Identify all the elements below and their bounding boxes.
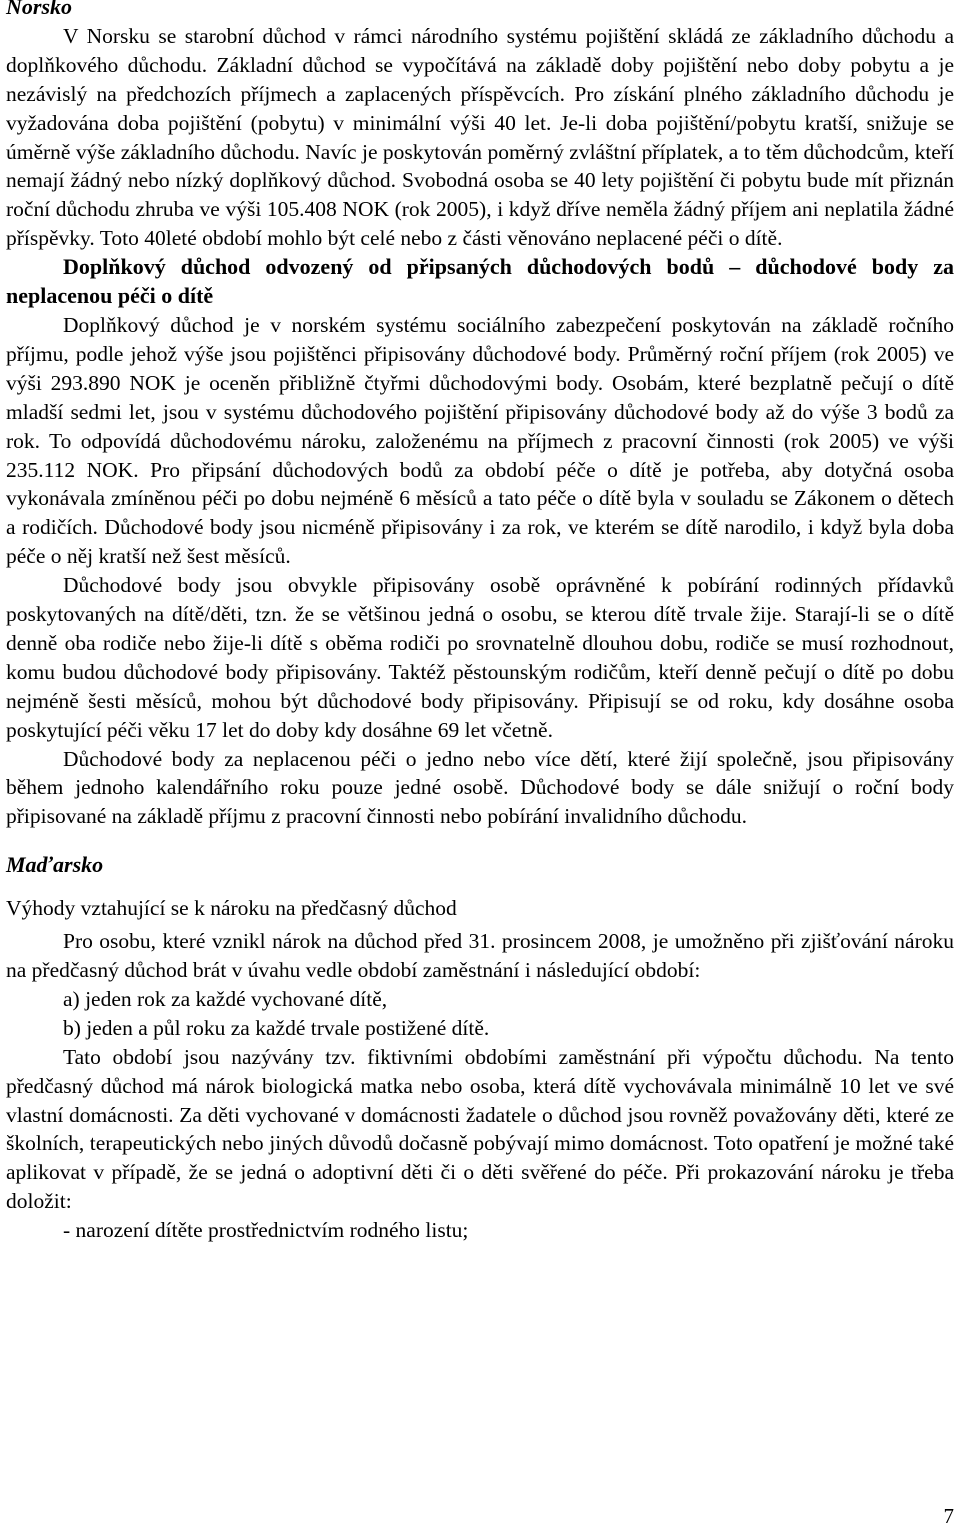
hungary-subheading: Výhody vztahující se k nároku na předčasný důchod xyxy=(6,896,457,921)
section-heading-hungary: Maďarsko xyxy=(6,852,104,878)
hungary-paragraph-1: Pro osobu, které vznikl nárok na důchod před 31. prosincem 2008, je umožněno při zjišťování nároku na předčasný důchod brát v úvahu vedle období zaměstnání i následující období: xyxy=(6,929,954,982)
section-heading-norway: Norsko xyxy=(6,0,73,19)
list-item: b) jeden a půl roku za každé trvale postižené dítě. xyxy=(63,1015,490,1040)
list-item: a) jeden rok za každé vychované dítě, xyxy=(63,986,388,1011)
norway-paragraph-2: Doplňkový důchod je v norském systému sociálního zabezpečení poskytován na základě ročního příjmu, podle jehož výše jsou pojištěnci připisovány důchodové body. Průměrný roční příjem (rok 2005) ve výši 293.890 NOK je oceněn přibližně čtyřmi důchodovými body. Osobám, které bezplatně pečují o dítě mladší sedmi let, jsou v systému důchodového pojištění připisovány důchodové body až do výše 3 bodů za rok. To odpovídá důchodovému nároku, založenému na příjmech z pracovní činnosti (rok 2005) ve výši 235.112 NOK. Pro připsání důchodových bodů za období péče o dítě je potřeba, aby dotyčná osoba vykonávala zmíněnou péči po dobu nejméně 6 měsíců a tato péče o dítě byla v souladu se Zákonem o dětech a rodičích. Důchodové body jsou nicméně připisovány i za rok, ve kterém se dítě narodilo, i když byla doba péče o něj kratší než šest měsíců. xyxy=(6,312,954,569)
hungary-paragraph-3: - narození dítěte prostřednictvím rodného listu; xyxy=(63,1218,469,1243)
page-number: 7 xyxy=(943,1504,954,1528)
norway-paragraph-3: Důchodové body jsou obvykle připisovány osobě oprávněné k pobírání rodinných přídavků poskytovaných na dítě/děti, tzn. že se většinou jedná o osobu, se kterou dítě trvale žije. Starají-li se o dítě denně oba rodiče nebo žije-li dítě s oběma rodiči po srovnatelně dlouhou dobu, rodiče se musí rozhodnout, komu budou důchodové body připisovány. Taktéž pěstounským rodičům, kteří denně pečují o dítě po dobu nejméně šesti měsíců, mohou být důchodové body připisovány. Připisují se od roku, kdy dosáhne osoba poskytující péči věku 17 let do doby kdy dosáhne 69 let včetně. xyxy=(6,573,954,742)
norway-subheading: Doplňkový důchod odvozený od připsaných důchodových bodů – důchodové body za neplacenou péči o dítě xyxy=(6,254,954,309)
norway-paragraph-1: V Norsku se starobní důchod v rámci národního systému pojištění skládá ze základního důchodu a doplňkového důchodu. Základní důchod se vypočítává na základě doby pojištění nebo doby pobytu a je nezávislý na předchozích příjmech a zaplacených příspěvcích. Pro získání plného základního důchodu je vyžadována doba pojištění (pobytu) v minimální výši 40 let. Je-li doba pojištění/pobytu kratší, snižuje se úměrně výše základního důchodu. Navíc je poskytován poměrný zvláštní příplatek, a to těm důchodcům, kteří nemají žádný nebo nízký doplňkový důchod. Svobodná osoba se 40 lety pojištění či pobytu bude mít přiznán roční důchodu zhruba ve výši 105.408 NOK (rok 2005), i když dříve neměla žádný příjem ani neplatila žádné příspěvky. Toto 40leté období mohlo být celé nebo z části věnováno neplacené péči o dítě. xyxy=(6,23,954,251)
hungary-paragraph-2: Tato období jsou nazývány tzv. fiktivními obdobími zaměstnání při výpočtu důchodu. Na tento předčasný důchod má nárok biologická matka nebo osoba, která dítě vychovávala minimálně 10 let ve své vlastní domácnosti. Za děti vychované v domácnosti žadatele o důchod jsou rovněž považovány děti, které ze školních, terapeutických nebo jiných důvodů dočasně pobývají mimo domácnost. Toto opatření je možné také aplikovat v případě, že se jedná o adoptivní děti či o děti svěřené do péče. Při prokazování nároku je třeba doložit: xyxy=(6,1044,954,1214)
norway-paragraph-4: Důchodové body za neplacenou péči o jedno nebo více dětí, které žijí společně, jsou připisovány během jednoho kalendářního roku pouze jedné osobě. Důchodové body se dále snižují o roční body připisované na základě příjmu z pracovní činnosti nebo pobírání invalidního důchodu. xyxy=(6,746,954,829)
document-page xyxy=(6,0,954,1245)
